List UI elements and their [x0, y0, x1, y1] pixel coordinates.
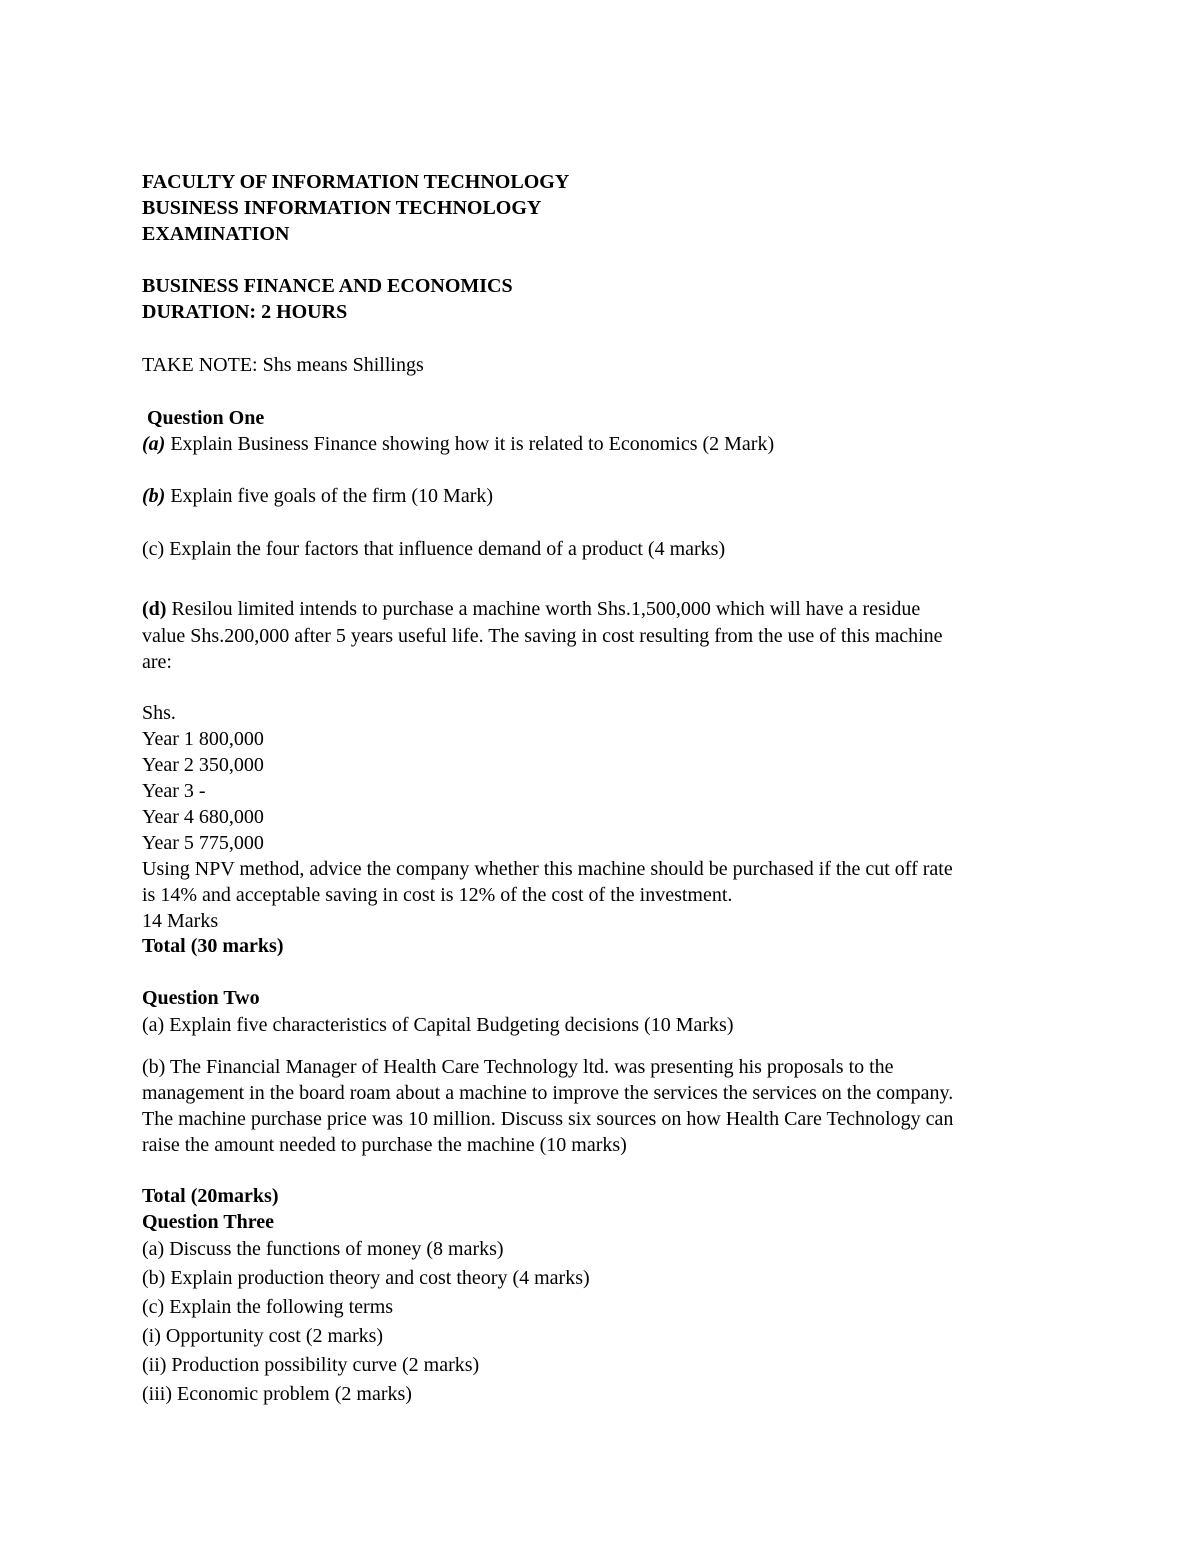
year-row: Year 3 - [142, 780, 206, 802]
npv-instruction-line1: Using NPV method, advice the company whether this machine should be purchased if the cut off rate [142, 858, 953, 880]
q3-part-b: (b) Explain production theory and cost theory (4 marks) [142, 1267, 590, 1289]
faculty-heading: FACULTY OF INFORMATION TECHNOLOGY [142, 171, 570, 193]
q3-part-c-iii: (iii) Economic problem (2 marks) [142, 1383, 412, 1405]
q2-part-b-line2: management in the board roam about a machine to improve the services the services on the company. [142, 1082, 954, 1104]
question-one-title: Question One [147, 407, 265, 429]
q1-part-d-line2: value Shs.200,000 after 5 years useful life. The saving in cost resulting from the use of this machine [142, 625, 943, 647]
q1-part-b-text: Explain five goals of the firm (10 Mark) [165, 485, 494, 507]
q2-total: Total (20marks) [142, 1185, 279, 1207]
q1-total: Total (30 marks) [142, 935, 284, 957]
year-row: Year 5 775,000 [142, 832, 264, 854]
q1-part-b-label: (b) [142, 485, 166, 507]
year-row: Year 4 680,000 [142, 806, 264, 828]
program-heading: BUSINESS INFORMATION TECHNOLOGY [142, 197, 542, 219]
npv-instruction-line2: is 14% and acceptable saving in cost is 12% of the cost of the investment. [142, 884, 733, 906]
q1-part-a [142, 432, 774, 456]
q2-part-b-line1: (b) The Financial Manager of Health Care Technology ltd. was presenting his proposals to the [142, 1056, 894, 1078]
q1-part-a-text: Explain Business Finance showing how it is related to Economics (2 Mark) [165, 433, 775, 455]
question-two-title: Question Two [142, 987, 260, 1009]
q1-part-a-label: (a) [142, 433, 166, 455]
duration: DURATION: 2 HOURS [142, 301, 348, 323]
take-note: TAKE NOTE: Shs means Shillings [142, 354, 424, 376]
q3-part-a: (a) Discuss the functions of money (8 marks) [142, 1238, 504, 1260]
q3-part-c-i: (i) Opportunity cost (2 marks) [142, 1325, 384, 1347]
q1-part-d-line1 [142, 597, 920, 621]
q1-part-b [142, 484, 493, 508]
q1-part-d-label: (d) [142, 598, 167, 620]
q2-part-b-line3: The machine purchase price was 10 million. Discuss six sources on how Health Care Technology can [142, 1108, 954, 1130]
exam-heading: EXAMINATION [142, 223, 290, 245]
q1-part-d-marks: 14 Marks [142, 910, 219, 932]
q3-part-c-ii: (ii) Production possibility curve (2 marks) [142, 1354, 480, 1376]
year-row: Year 2 350,000 [142, 754, 264, 776]
course-title: BUSINESS FINANCE AND ECONOMICS [142, 275, 513, 297]
question-three-title: Question Three [142, 1211, 275, 1233]
q2-part-b-line4: raise the amount needed to purchase the machine (10 marks) [142, 1134, 627, 1156]
q1-part-d-line3: are: [142, 651, 172, 673]
q1-part-d-text: Resilou limited intends to purchase a machine worth Shs.1,500,000 which will have a residue [166, 598, 921, 620]
year-row: Year 1 800,000 [142, 728, 264, 750]
currency-label: Shs. [142, 702, 176, 724]
q1-part-c: (c) Explain the four factors that influence demand of a product (4 marks) [142, 538, 726, 560]
q3-part-c: (c) Explain the following terms [142, 1296, 394, 1318]
q2-part-a: (a) Explain five characteristics of Capital Budgeting decisions (10 Marks) [142, 1014, 734, 1036]
